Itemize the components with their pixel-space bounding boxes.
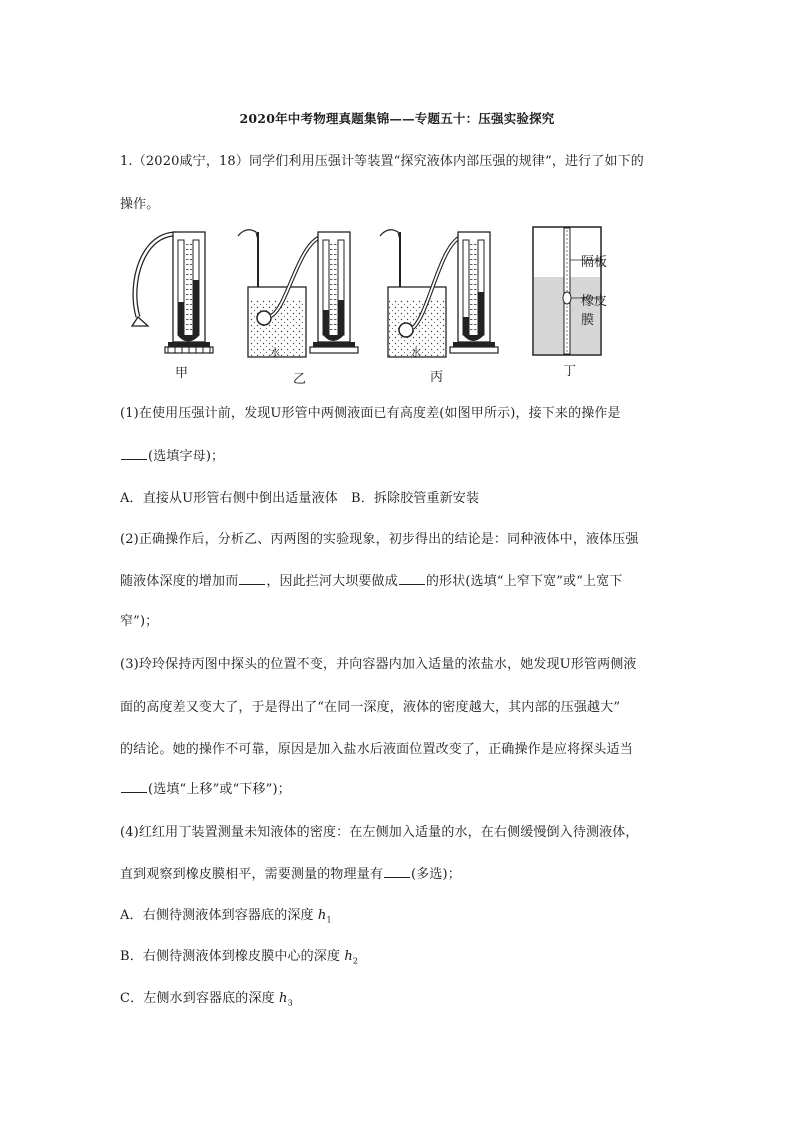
figure-bing bbox=[380, 230, 498, 357]
figure-label-bing: 丙 bbox=[430, 370, 444, 385]
q1-line-2: (选填字母)； bbox=[120, 445, 224, 464]
figures-svg bbox=[118, 222, 618, 392]
rubber-membrane-label: 橡皮膜 bbox=[581, 294, 608, 328]
q3-line-1: (3)玲玲保持丙图中探头的位置不变，并向容器内加入适量的浓盐水，她发现U形管两侧液 bbox=[120, 657, 637, 672]
answer-blank bbox=[399, 583, 425, 585]
partition-label: 隔板 bbox=[581, 255, 608, 270]
question-intro-line-2: 操作。 bbox=[120, 197, 160, 212]
q3-line-2: 面的高度差又变大了，于是得出了“在同一深度，液体的密度越大，其内部的压强越大” bbox=[120, 700, 621, 715]
q1-options: A．直接从U形管右侧中倒出适量液体 B．拆除胶管重新安装 bbox=[120, 491, 480, 506]
water-label-bing: 水 bbox=[411, 348, 421, 359]
q4-line-2: 直到观察到橡皮膜相平，需要测量的物理量有 (多选)； bbox=[120, 867, 461, 882]
water-label-yi: 水 bbox=[270, 348, 280, 359]
figure-label-jia: 甲 bbox=[175, 366, 189, 381]
figure-label-yi: 乙 bbox=[293, 372, 307, 387]
q4-option-a: A．右侧待测液体到容器底的深度 $h_1$ bbox=[120, 908, 332, 925]
q1-line-1: (1)在使用压强计前，发现U形管中两侧液面已有高度差(如图甲所示)，接下来的操作是 bbox=[120, 406, 621, 421]
q4-option-b: B．右侧待测液体到橡皮膜中心的深度 $h_2$ bbox=[120, 949, 359, 966]
figure-yi bbox=[238, 230, 358, 357]
figure-jia bbox=[132, 232, 213, 353]
q2-line-2: 随液体深度的增加而 ，因此拦河大坝要做成 的形状(选填“上窄下宽”或“上宽下 bbox=[120, 574, 623, 589]
answer-blank bbox=[121, 791, 147, 793]
q3-line-3: 的结论。她的操作不可靠，原因是加入盐水后液面位置改变了，正确操作是应将探头适当 bbox=[120, 742, 633, 757]
q4-line-1: (4)红红用丁装置测量未知液体的密度：在左侧加入适量的水，在右侧缓慢倒入待测液体， bbox=[120, 825, 639, 840]
page-title: 2020年中考物理真题集锦——专题五十：压强实验探究 bbox=[239, 111, 555, 126]
answer-blank bbox=[121, 458, 147, 460]
answer-blank bbox=[384, 876, 410, 878]
q2-line-3: 窄”)； bbox=[120, 614, 159, 629]
q3-line-4: (选填“上移”或“下移”)； bbox=[120, 778, 291, 797]
q2-line-1: (2)正确操作后，分析乙、丙两图的实验现象，初步得出的结论是：同种液体中，液体压强 bbox=[120, 532, 639, 547]
figure-label-ding: 丁 bbox=[563, 364, 577, 379]
experiment-figures bbox=[118, 222, 618, 392]
q4-option-c: C．左侧水到容器底的深度 $h_3$ bbox=[120, 991, 293, 1008]
answer-blank bbox=[239, 583, 265, 585]
question-intro-line-1: 1.（2020咸宁，18）同学们利用压强计等装置“探究液体内部压强的规律”，进行了如下的 bbox=[120, 154, 644, 169]
